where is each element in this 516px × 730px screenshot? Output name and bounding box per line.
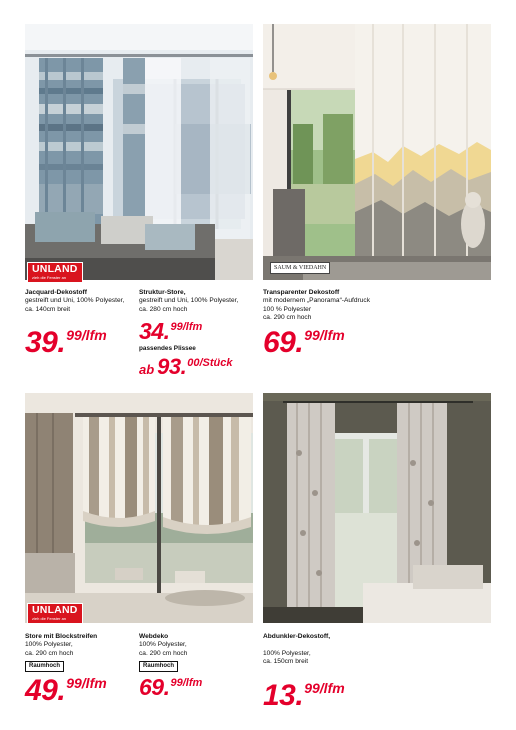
product-panorama-info: [263, 289, 370, 323]
product-photo-panorama: [263, 24, 491, 280]
product-struktur-info: [139, 289, 238, 314]
product-blockstreifen-line-2: ca. 290 cm hoch: [25, 649, 74, 657]
unland-logo-2-tagline: zieh die Fenster an: [32, 615, 67, 621]
product-panorama-title: Transparenter Dekostoff: [263, 289, 340, 296]
price-cents: 99/lfm: [304, 327, 345, 343]
product-jacquard-line-1: gestreift und Uni, 100% Polyester,: [25, 297, 125, 305]
product-webdeko-line-1: 100% Polyester,: [139, 641, 187, 649]
product-webdeko-price: [139, 676, 202, 699]
product-panorama-line-3: ca. 290 cm hoch: [263, 314, 312, 322]
product-webdeko-info: [139, 633, 187, 658]
saum-viedahn-logo-name: SAUM & VIEDAHN: [274, 265, 327, 271]
product-webdeko-line-2: ca. 290 cm hoch: [139, 649, 188, 657]
product-struktur-line-2: ca. 280 cm hoch: [139, 305, 188, 313]
plissee-label: passendes Plissee: [139, 345, 196, 352]
unland-logo: [27, 262, 83, 283]
product-blockstreifen-price: [25, 676, 107, 706]
price-cents: 99/lfm: [304, 680, 345, 696]
product-panorama-price: [263, 328, 345, 358]
product-jacquard-line-2: ca. 140cm breit: [25, 305, 71, 313]
product-webdeko-badge: Raumhoch: [139, 661, 178, 672]
price-cents: 00/Stück: [187, 357, 233, 369]
product-jacquard-info: [25, 289, 124, 314]
price-main: 34.: [139, 318, 170, 344]
price-main: 93.: [157, 354, 187, 379]
product-abdunkler-price: [263, 681, 345, 711]
price-cents: 99/lfm: [66, 675, 107, 691]
product-struktur-price: [139, 320, 202, 343]
product-webdeko-title: Webdeko: [139, 633, 169, 640]
unland-logo-2: [27, 603, 83, 624]
product-abdunkler-info: [263, 633, 330, 667]
price-main: 13.: [263, 679, 304, 712]
product-panorama-line-1: mit modernem „Panorama“-Aufdruck: [263, 297, 371, 305]
product-blockstreifen-info: [25, 633, 97, 658]
product-abdunkler-line-2: 100% Polyester,: [263, 649, 311, 657]
unland-logo-tagline: zieh die Fenster an: [32, 274, 67, 280]
price-cents: 99/lfm: [66, 327, 107, 343]
product-photo-jacquard: [25, 24, 253, 280]
product-jacquard-price: [25, 328, 107, 358]
plissee-price: [139, 356, 233, 378]
product-panorama-line-2: 100 % Polyester: [263, 305, 312, 313]
price-main: 69.: [139, 674, 170, 700]
unland-logo-2-name: UNLAND: [32, 604, 78, 616]
price-main: 39.: [25, 326, 66, 359]
saum-viedahn-logo: [270, 262, 330, 274]
price-prefix: ab: [139, 362, 155, 377]
product-blockstreifen-badge: Raumhoch: [25, 661, 64, 672]
product-blockstreifen-title: Store mit Blockstreifen: [25, 633, 98, 640]
price-cents: 99/lfm: [170, 677, 203, 689]
product-photo-blockstreifen: [25, 393, 253, 623]
product-photo-abdunkler: [263, 393, 491, 623]
product-blockstreifen-line-1: 100% Polyester,: [25, 641, 73, 649]
price-cents: 99/lfm: [170, 321, 203, 333]
product-struktur-title: Struktur-Store,: [139, 289, 186, 296]
product-jacquard-title: Jacquard-Dekostoff: [25, 289, 87, 296]
price-main: 69.: [263, 326, 304, 359]
product-abdunkler-title: Abdunkler-Dekostoff,: [263, 633, 331, 640]
product-struktur-line-1: gestreift und Uni, 100% Polyester,: [139, 297, 239, 305]
product-abdunkler-line-3: ca. 150cm breit: [263, 658, 309, 666]
price-main: 49.: [25, 674, 66, 707]
unland-logo-name: UNLAND: [32, 263, 78, 275]
product-abdunkler-line-1: [263, 641, 330, 649]
